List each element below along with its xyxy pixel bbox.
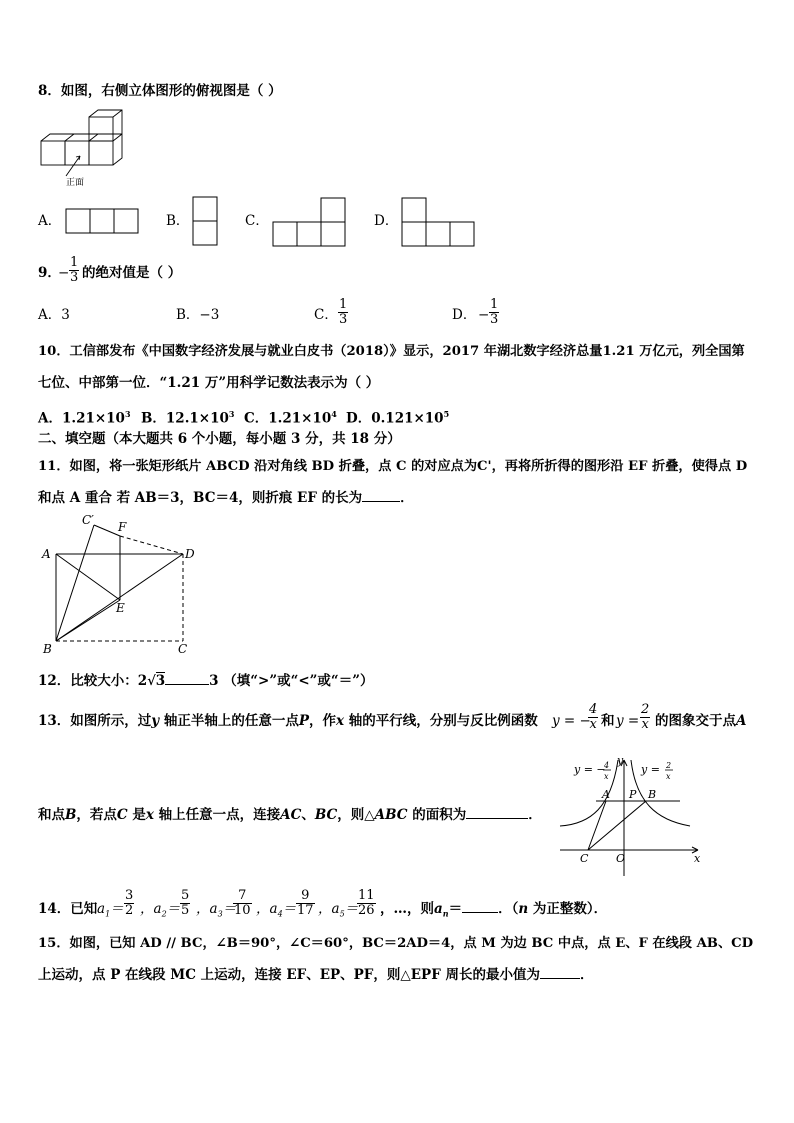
graph-label-f1: y = − [574,763,606,776]
label-c: C [178,642,188,656]
label-e: E [116,601,125,615]
q14-a2-frac: $\frac{5}{5}$ [181,888,190,918]
q15-line1: 15．如图，已知 AD // BC，∠B＝90°，∠C＝60°，BC＝2AD＝4，点 M 为边 BC 中点，点 E、F 在线段 AB、CD [38,936,754,951]
label-f: F [118,520,127,534]
q8-option-a-label: A． [38,213,62,229]
q10-line1: 10．工信部发布《中国数字经济发展与就业白皮书（2018）》显示，2017 年湖北数字经济总量1.21 万亿元，列全国第 [38,344,745,359]
section-heading: 二、填空题（本大题共 6 个小题，每小题 3 分，共 18 分） [38,431,401,447]
q8-option-b-figure [192,196,218,246]
label-a: A [42,547,51,561]
graph-label-f2: y = [641,763,660,776]
q11-line1: 11．如图，将一张矩形纸片 ABCD 沿对角线 BD 折叠，点 C 的对应点为C'，再将所折得的图形沿 EF 折叠，使得点 D [38,459,748,474]
q9-option-a: A．3 [38,307,70,323]
q8-stem: 8．如图，右侧立体图形的俯视图是（ ） [38,83,282,99]
label-d: D [185,547,195,561]
q14-a3-frac: $\frac{7}{10}$ [234,888,251,918]
q8-option-b-label: B． [166,213,190,229]
q8-option-a-figure [65,208,139,236]
q14-a2: ，$a_2=$ [140,901,181,919]
q13-func1-fraction: $\frac{4}{x}$ [589,702,598,732]
q8-option-c-label: C． [245,213,269,229]
q9-option-b: B．−3 [176,307,220,323]
graph-label-f1-num: 4 [604,761,610,770]
q9-fraction: $\frac{1}{3}$ [70,255,79,285]
q14-a5: ，$a_5=$ [318,901,359,919]
q14-a1: $a_1=$ [97,901,124,919]
q9-option-d-fraction: $\frac{1}{3}$ [490,297,499,327]
q14-tail: ，…，则$a_n=$ ．（n 为正整数）． [380,901,608,919]
label-c-prime: C′ [82,513,94,527]
graph-label-p: P [629,788,637,801]
q13-line1-end: 的图象交于点A [655,713,747,729]
q8-option-d-label: D． [374,213,399,229]
front-label: 正面 [66,178,85,188]
q9-option-d-minus: − [478,307,490,323]
q14-a5-frac: $\frac{11}{26}$ [358,888,375,918]
q13-graph [556,752,706,878]
q11-line2: 和点 A 重合 若 AB＝3，BC＝4，则折痕 EF 的长为 ． [38,490,414,506]
graph-label-f2-num: 2 [666,761,672,770]
q14-a3: ，$a_3=$ [196,901,237,919]
graph-label-o: O [616,852,626,865]
q14-a4-frac: $\frac{9}{17}$ [297,888,314,918]
q9-option-c-fraction: $\frac{1}{3}$ [339,297,348,327]
graph-label-x: x [694,852,701,865]
q9-option-c-label: C． [314,307,338,323]
q9-minus: − [58,265,70,281]
q10-option-b: B．$12.1\times 10^3$ [141,409,235,427]
q11-figure [38,514,208,656]
graph-label-a: A [602,788,610,801]
q10-option-d: D．$0.121\times 10^5$ [346,409,450,427]
q9-number: 9． [38,265,61,281]
q12-stem: 12．比较大小：2√3 3 （填“>”或“<”或“＝”） [38,673,374,689]
graph-label-b: B [648,788,657,801]
q14-a4: ，$a_4=$ [256,901,297,919]
q14-a1-frac: $\frac{3}{2}$ [125,888,134,918]
q9-stem: 的绝对值是（ ） [82,265,182,281]
q13-func1: y = − [552,713,591,729]
graph-label-f1-den: x [604,772,609,781]
q9-option-d-label: D． [452,307,477,323]
q14-number: 14．已知 [38,901,98,917]
graph-label-c: C [580,852,589,865]
q10-option-a: A．$1.21\times 10^3$ [38,409,131,427]
q8-option-c-figure [272,198,348,248]
q13-and: 和 [601,713,615,729]
q13-func2-fraction: $\frac{2}{x}$ [641,702,650,732]
q13-line1-a: 13．如图所示，过y 轴正半轴上的任意一点P，作x 轴的平行线，分别与反比例函数 [38,713,538,729]
q8-solid-figure [38,108,138,188]
q10-line2: 七位、中部第一位．“1.21 万”用科学记数法表示为（ ） [38,375,380,391]
q8-option-d-figure [401,198,477,248]
q13-func2: y = [616,713,640,729]
graph-label-f2-den: x [666,772,671,781]
q13-line2: 和点B，若点C 是x 轴上任意一点，连接AC、BC，则△ABC 的面积为 ． [38,807,542,823]
label-b: B [43,642,52,656]
graph-label-y: y [617,754,624,767]
q15-line2: 上运动，点 P 在线段 MC 上运动，连接 EF、EP、PF，则△EPF 周长的最小值为 ． [38,967,594,983]
q10-option-c: C．$1.21\times 10^4$ [244,409,337,427]
